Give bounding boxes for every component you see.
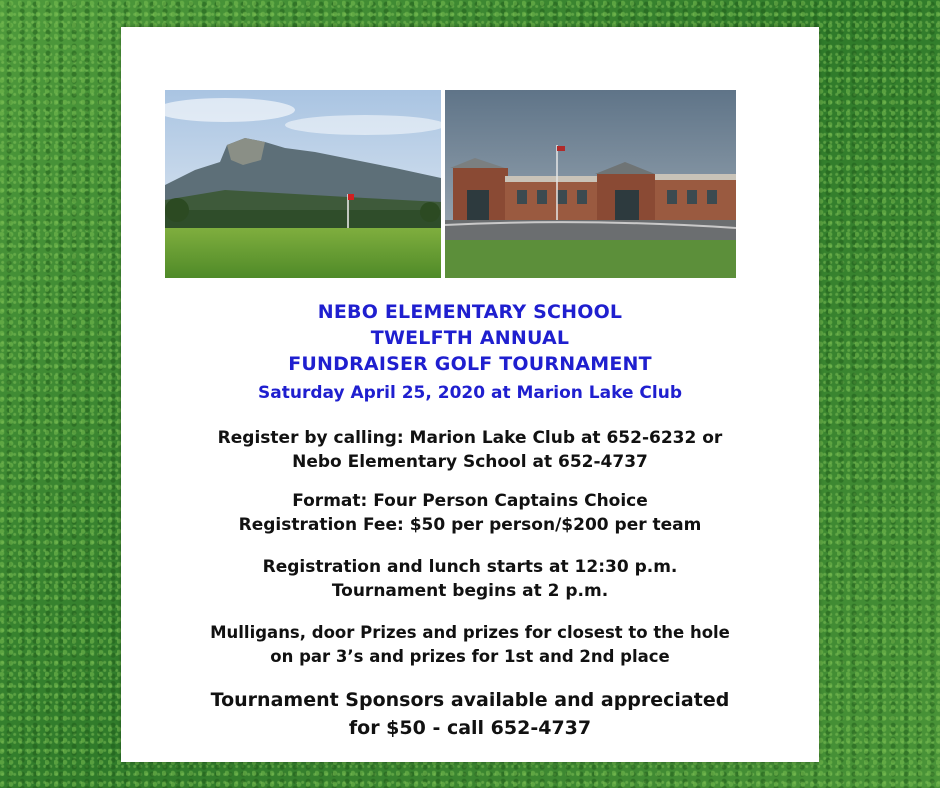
tournament-heading: FUNDRAISER GOLF TOURNAMENT [288, 353, 652, 375]
prizes-info [121, 621, 819, 669]
event-date: Saturday April 25, 2020 at Marion Lake Club [258, 383, 682, 403]
fee-line: Registration Fee: $50 per person/$200 per team [238, 515, 702, 535]
lunch-time-line: Registration and lunch starts at 12:30 p.m. [262, 557, 678, 577]
prizes-line-2: on par 3’s and prizes for 1st and 2nd place [270, 647, 670, 666]
sponsors-line-1: Tournament Sponsors available and appreciated [210, 689, 730, 711]
title-block [121, 299, 819, 377]
schedule [121, 555, 819, 603]
prizes-line-1: Mulligans, door Prizes and prizes for closest to the hole [210, 623, 730, 642]
school-name-heading: NEBO ELEMENTARY SCHOOL [317, 301, 623, 323]
register-line-2: Nebo Elementary School at 652-4737 [292, 452, 648, 472]
sponsors-info [121, 686, 819, 742]
registration-contact [121, 426, 819, 474]
tournament-start-line: Tournament begins at 2 p.m. [331, 581, 609, 601]
twelfth-annual-heading: TWELFTH ANNUAL [370, 327, 570, 349]
format-and-fee [121, 489, 819, 537]
format-line: Format: Four Person Captains Choice [292, 491, 648, 511]
mountain-golf-course-photo [165, 90, 441, 278]
school-building-photo [445, 90, 736, 278]
register-line-1: Register by calling: Marion Lake Club at 652-6232 or [217, 428, 723, 448]
sponsors-line-2: for $50 - call 652-4737 [348, 717, 592, 739]
flyer [121, 27, 819, 762]
